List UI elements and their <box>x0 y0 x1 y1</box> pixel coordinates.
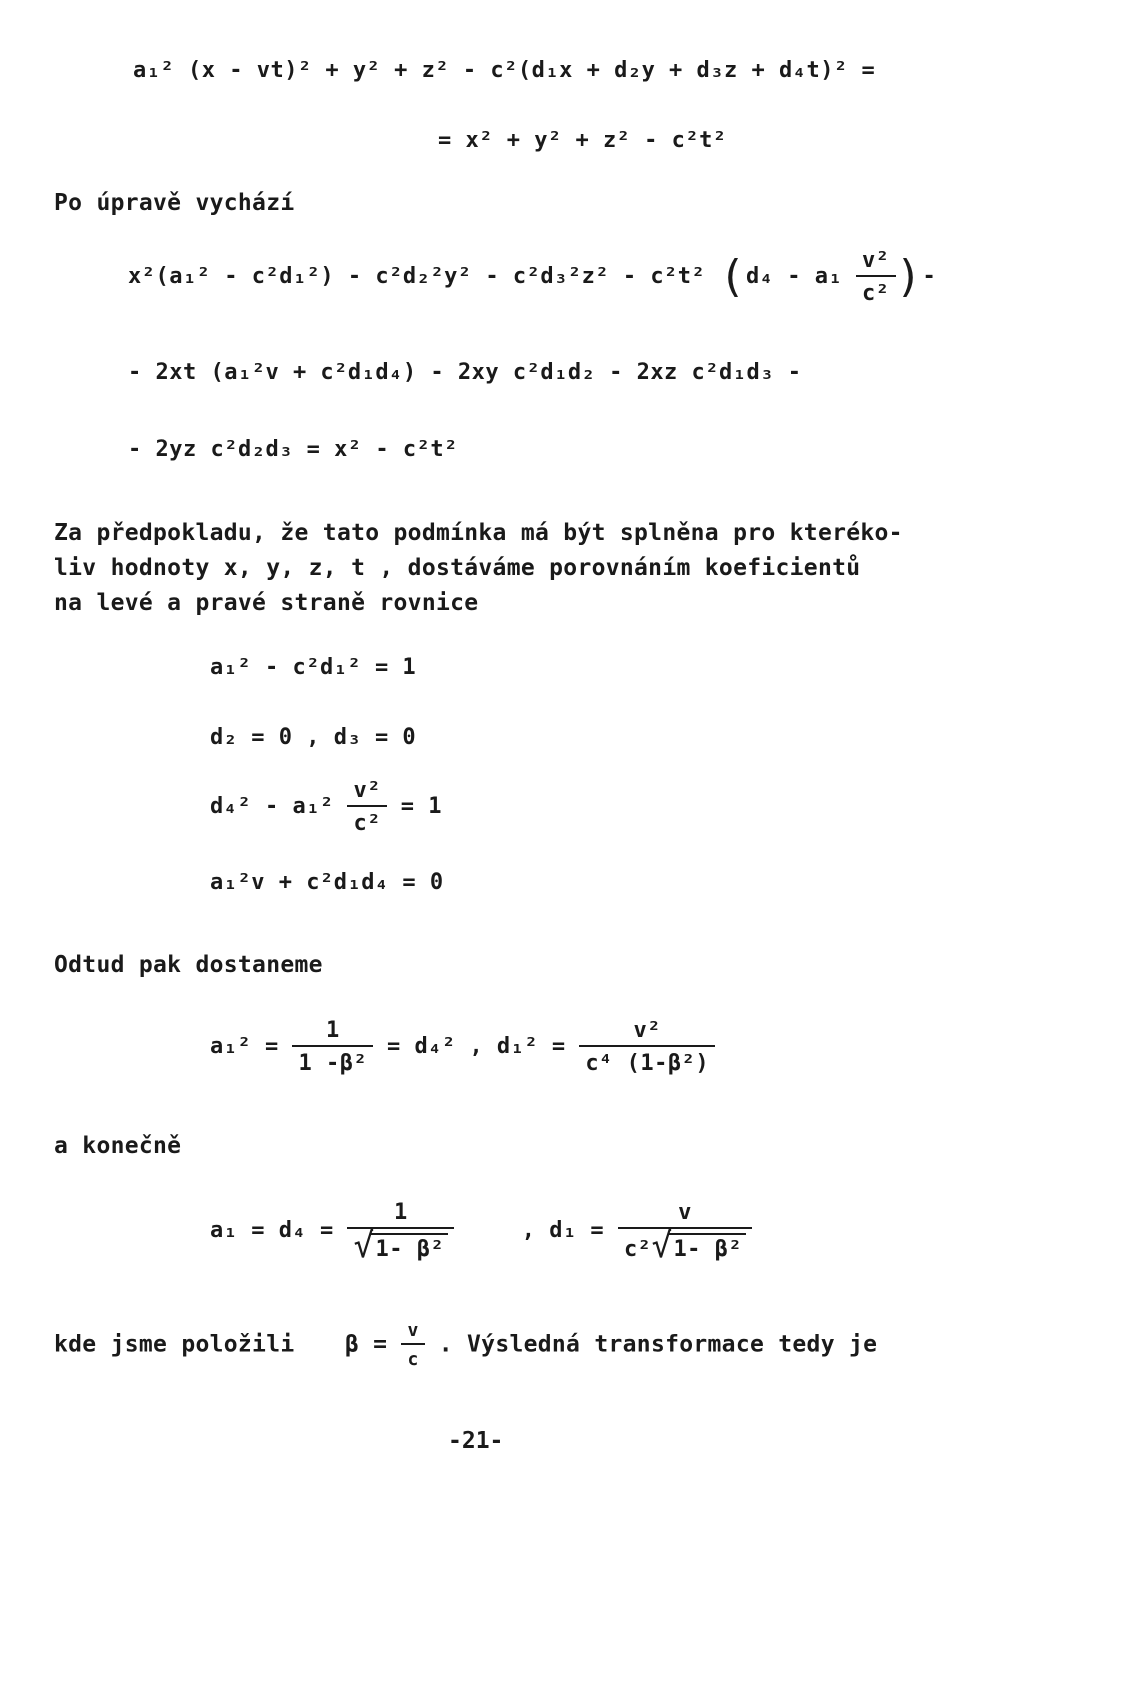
fraction-v2-over-c2 <box>856 248 896 306</box>
fraction-numerator: v² <box>347 778 387 807</box>
equation-3 <box>210 1018 715 1076</box>
paragraph-from-here: Odtud pak dostaneme <box>54 952 323 978</box>
fraction-denominator: c <box>407 1349 419 1370</box>
fraction-denominator: c² <box>862 281 890 306</box>
paragraph-assumption-line-1: Za předpokladu, že tato podmínka má být splněna pro kteréko- <box>54 520 903 546</box>
right-paren: ) <box>895 251 923 302</box>
equation-4-separator: , d₁ = <box>521 1218 605 1243</box>
fraction-numerator: v <box>401 1320 424 1345</box>
equation-4-lhs: a₁ = d₄ = <box>210 1218 334 1243</box>
system-equation-2: d₂ = 0 , d₃ = 0 <box>210 725 417 750</box>
fraction-numerator: 1 <box>347 1200 454 1229</box>
system-equation-1: a₁² - c²d₁² = 1 <box>210 655 417 680</box>
fraction-numerator: v² <box>856 248 896 277</box>
system-equation-3-right: = 1 <box>400 794 442 819</box>
radical-sign-icon: √ <box>353 1226 375 1266</box>
fraction-1-over-sqrt <box>347 1200 454 1266</box>
fraction-numerator: v² <box>579 1018 715 1047</box>
fraction-denominator <box>347 1226 454 1266</box>
equation-2-line-1 <box>128 248 936 306</box>
left-paren: ( <box>719 251 747 302</box>
para5-pre: kde jsme položili <box>54 1331 295 1358</box>
paragraph-after-rearranging: Po úpravě vychází <box>54 190 295 216</box>
radical-sign-icon: √ <box>651 1226 673 1266</box>
paragraph-where-we-set <box>54 1320 877 1370</box>
fraction-denominator: c⁴ (1-β²) <box>585 1051 710 1076</box>
fraction-v2-over-c4 <box>579 1018 715 1076</box>
page-number: -21- <box>448 1428 504 1454</box>
equation-3-lhs: a₁² = <box>210 1034 279 1059</box>
fraction-denominator: c² <box>353 811 381 836</box>
radicand: 1- β² <box>669 1233 746 1262</box>
equation-2-line-1-tail: - <box>922 264 937 289</box>
equation-1-line-1: a₁² (x - vt)² + y² + z² - c²(d₁x + d₂y + d₃z + d₄t)² = <box>133 58 876 83</box>
fraction-denominator <box>618 1226 752 1266</box>
fraction-denominator: 1 -β² <box>298 1051 368 1076</box>
fraction-v-over-c <box>401 1320 424 1370</box>
square-root <box>651 1226 746 1266</box>
radicand: 1- β² <box>371 1233 448 1262</box>
system-equation-3 <box>210 778 442 836</box>
fraction-1-over-1-minus-beta2 <box>292 1018 373 1076</box>
paragraph-finally: a konečně <box>54 1133 182 1159</box>
system-equation-4: a₁²v + c²d₁d₄ = 0 <box>210 870 444 895</box>
paragraph-assumption-line-2: liv hodnoty x, y, z, t , dostáváme porovnáním koeficientů <box>54 555 861 581</box>
equation-2-paren-inner: d₄ - a₁ <box>746 264 843 289</box>
equation-4 <box>210 1200 752 1266</box>
equation-2-line-2: - 2xt (a₁²v + c²d₁d₄) - 2xy c²d₁d₂ - 2xz c²d₁d₃ - <box>128 360 802 385</box>
para5-post: . Výsledná transformace tedy je <box>438 1331 878 1358</box>
denominator-prefix: c² <box>623 1237 652 1262</box>
paragraph-assumption-line-3: na levé a pravé straně rovnice <box>54 590 479 616</box>
equation-1-line-2: = x² + y² + z² - c²t² <box>438 128 727 153</box>
equation-2-line-3: - 2yz c²d₂d₃ = x² - c²t² <box>128 437 458 462</box>
square-root <box>353 1226 448 1266</box>
fraction-numerator: 1 <box>292 1018 373 1047</box>
equation-3-mid: = d₄² , d₁² = <box>386 1034 566 1059</box>
fraction-v2-over-c2 <box>347 778 387 836</box>
fraction-v-over-c2-sqrt <box>618 1200 752 1266</box>
equation-2-line-1-left: x²(a₁² - c²d₁²) - c²d₂²y² - c²d₃²z² - c²t² <box>128 264 706 289</box>
beta-equals: β = <box>344 1331 388 1358</box>
fraction-numerator: v <box>618 1200 752 1229</box>
system-equation-3-left: d₄² - a₁² <box>210 794 334 819</box>
